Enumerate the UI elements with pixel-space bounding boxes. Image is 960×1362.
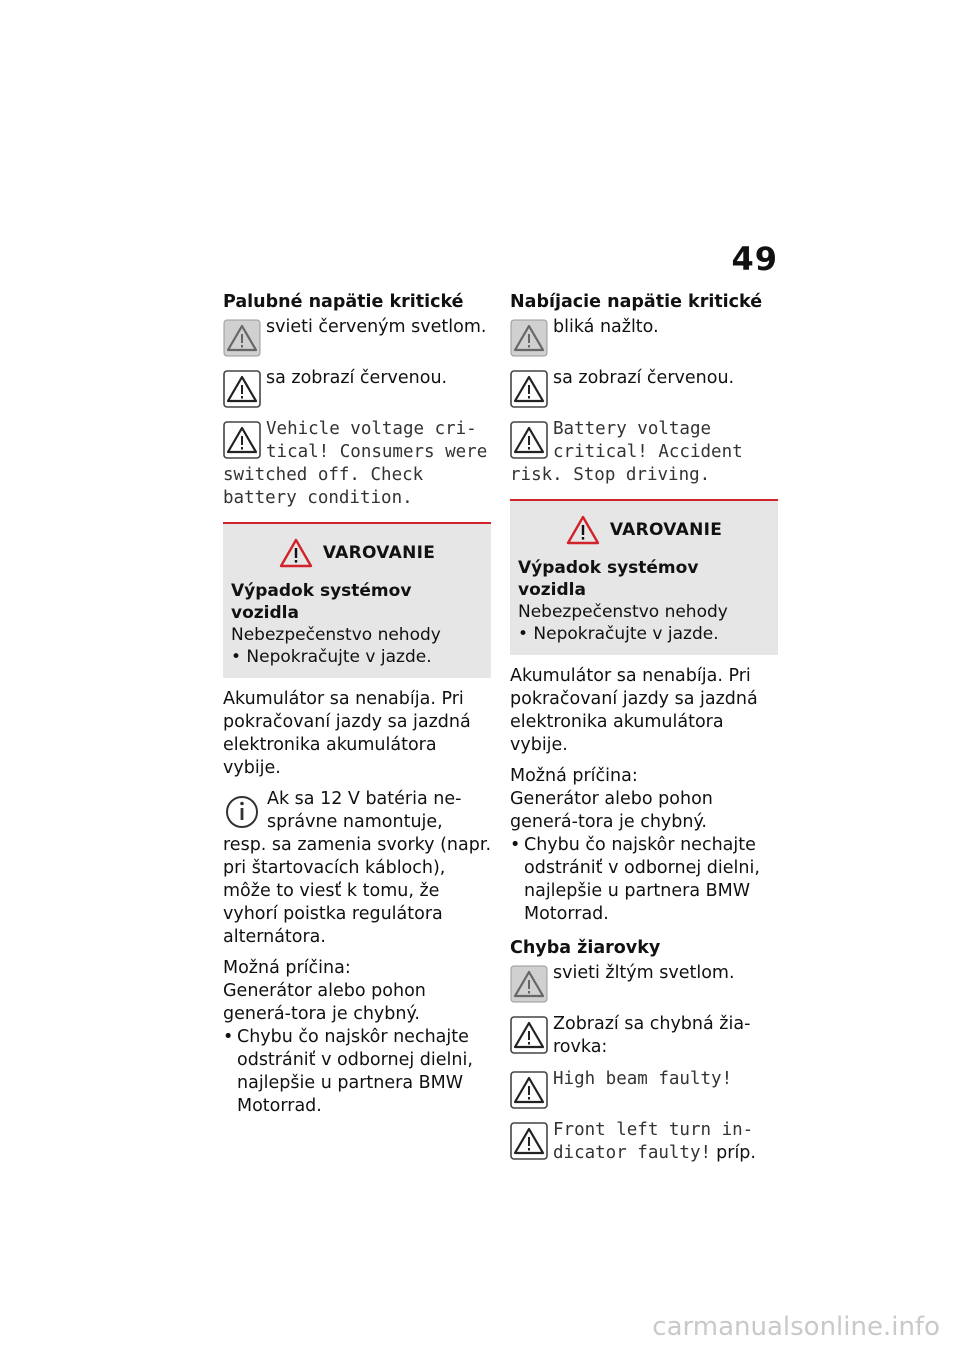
warning-light-icon	[510, 965, 548, 1003]
display-message-text: Vehicle voltage cri-tical! Consumers were switched off. Check battery condition.	[223, 419, 488, 508]
warning-triangle-icon	[510, 1016, 548, 1054]
cause-text: Generátor alebo pohon generá-tora je chybný.	[223, 981, 426, 1024]
page-number: 49	[731, 240, 778, 278]
warning-subtitle: Výpadok systémov vozidla	[231, 581, 412, 623]
display-message-text: High beam faulty!	[553, 1069, 733, 1089]
info-icon	[223, 792, 261, 832]
display-text: Zobrazí sa chybná žia-rovka:	[553, 1014, 751, 1057]
section-heading-onboard-voltage: Palubné napätie kritické	[223, 292, 464, 312]
warning-triangle-icon	[223, 421, 261, 459]
action-bullet: • Chybu čo najskôr nechajte odstrániť v odbornej dielni, najlepšie u partnera BMW Motorrad.	[223, 1026, 491, 1118]
warning-light-icon	[223, 319, 261, 357]
display-row	[510, 367, 778, 409]
battery-paragraph: Akumulátor sa nenabíja. Pri pokračovaní jazdy sa jazdná elektronika akumulátora vybije.	[223, 689, 471, 778]
right-column	[510, 290, 778, 1174]
indicator-text: svieti červeným svetlom.	[266, 317, 487, 337]
warning-triangle-icon	[510, 1071, 548, 1109]
indicator-row	[223, 316, 491, 358]
display-text: sa zobrazí červenou.	[553, 368, 735, 388]
display-row	[510, 1013, 778, 1059]
warning-action: • Nepokračujte v jazde.	[518, 624, 719, 644]
warning-title: VAROVANIE	[609, 520, 723, 540]
message-row	[510, 1119, 778, 1165]
cause-label: Možná príčina:	[510, 766, 638, 786]
warning-header	[231, 538, 483, 568]
warning-light-icon	[510, 319, 548, 357]
message-row	[510, 418, 778, 487]
action-bullet: • Chybu čo najskôr nechajte odstrániť v odbornej dielni, najlepšie u partnera BMW Motorrad.	[510, 834, 778, 926]
cause-label: Možná príčina:	[223, 958, 351, 978]
message-row	[510, 1068, 778, 1110]
section-heading-bulb-fault: Chyba žiarovky	[510, 938, 661, 958]
warning-title: VAROVANIE	[322, 543, 436, 563]
battery-paragraph: Akumulátor sa nenabíja. Pri pokračovaní jazdy sa jazdná elektronika akumulátora vybije.	[510, 666, 758, 755]
warning-box	[223, 522, 491, 678]
indicator-row	[510, 316, 778, 358]
display-message-text: Front left turn in-dicator faulty!	[553, 1120, 754, 1163]
section-heading-charging-voltage: Nabíjacie napätie kritické	[510, 292, 763, 312]
indicator-text: bliká nažlto.	[553, 317, 659, 337]
info-text: Ak sa 12 V batéria ne-správne namontuje, resp. sa zamenia svorky (napr. pri štartovacích kábloch), môže to viesť k tomu, že vyhorí poistka regulátora alternátora.	[223, 789, 492, 947]
warning-triangle-icon	[510, 370, 548, 408]
warning-risk: Nebezpečenstvo nehody	[518, 602, 728, 622]
indicator-text: svieti žltým svetlom.	[553, 963, 735, 983]
watermark: carmanualsonline.info	[652, 1312, 940, 1342]
warning-risk: Nebezpečenstvo nehody	[231, 625, 441, 645]
warning-box	[510, 499, 778, 655]
warning-sign-icon	[279, 538, 313, 568]
display-row	[223, 367, 491, 409]
warning-sign-icon	[566, 515, 600, 545]
info-note	[223, 788, 491, 949]
display-message-text: Battery voltage critical! Accident risk. Stop driving.	[510, 419, 743, 485]
warning-action: • Nepokračujte v jazde.	[231, 647, 432, 667]
cause-text: Generátor alebo pohon generá-tora je chybný.	[510, 789, 713, 832]
warning-triangle-icon	[510, 421, 548, 459]
message-suffix: príp.	[716, 1143, 756, 1163]
warning-header	[518, 515, 770, 545]
message-row	[223, 418, 491, 510]
left-column	[223, 290, 491, 1118]
indicator-row	[510, 962, 778, 1004]
warning-triangle-icon	[510, 1122, 548, 1160]
warning-subtitle: Výpadok systémov vozidla	[518, 558, 699, 600]
display-text: sa zobrazí červenou.	[266, 368, 448, 388]
warning-triangle-icon	[223, 370, 261, 408]
